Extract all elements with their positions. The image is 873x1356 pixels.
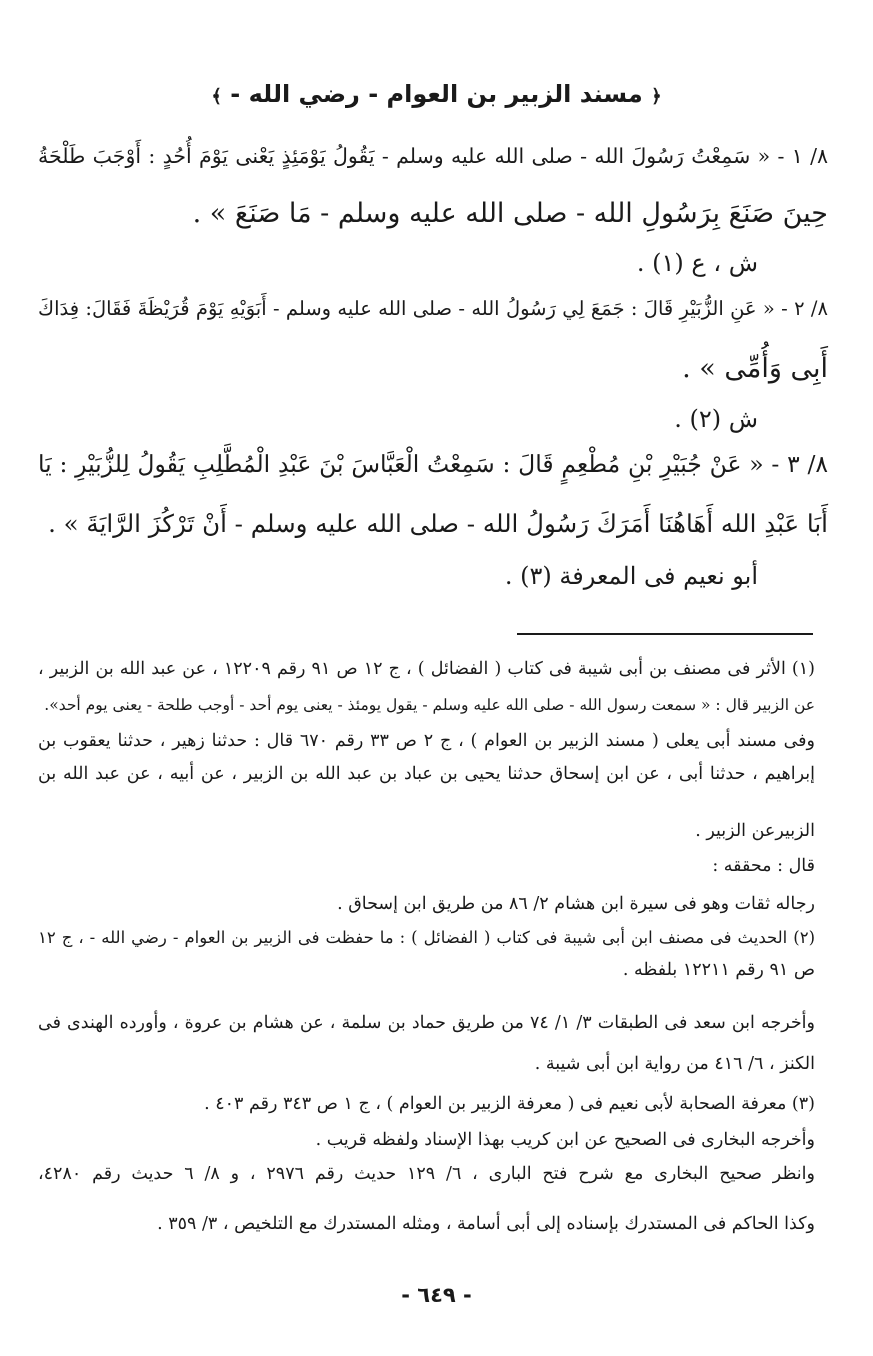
page-number: - ٦٤٩ -: [401, 1283, 472, 1307]
hadith-3-line-1: ٨/ ٣ - « عَنْ جُبَيْرِ بْنِ مُطْعِمٍ قَالَ : سَمِعْتُ الْعَبَّاسَ بْنَ عَبْدِ الْمُطَّلِبِ يَقُولُ لِلزُّبَيْرِ : يَا: [38, 450, 828, 478]
footnote-line: ص ٩١ رقم ١٢٢١١ بلفظه .: [622, 960, 815, 980]
ornament-right: ﴾: [211, 86, 222, 107]
footnote-line: الكنز ، ٦/ ٤١٦ من رواية ابن أبى شيبة .: [534, 1054, 815, 1074]
hadith-2-line-2: أَبِى وَأُمِّى » .: [682, 353, 828, 384]
footnote-line: (٢) الحديث فى مصنف ابن أبى شيبة فى كتاب ( الفضائل ) : ما حفظت فى الزبير بن العوام - رضي الله - ، ج ١٢: [38, 928, 815, 947]
footnote-line: (٣) معرفة الصحابة لأبى نعيم فى ( معرفة الزبير بن العوام ) ، ج ١ ص ٣٤٣ رقم ٤٠٣ .: [204, 1094, 815, 1114]
footnote-line: (١) الأثر فى مصنف بن أبى شيبة فى كتاب ( الفضائل ) ، ج ١٢ ص ٩١ رقم ١٢٢٠٩ ، عن عبد الله بن الزبير ،: [38, 659, 815, 679]
hadith-2-source: ش (٢) .: [674, 405, 758, 433]
footnote-line: رجاله ثقات وهو فى سيرة ابن هشام ٢/ ٨٦ من طريق ابن إسحاق .: [337, 894, 815, 914]
footnote-line: وانظر صحيح البخارى مع شرح فتح البارى ، ٦/ ١٢٩ حديث رقم ٢٩٧٦ ، و ٨/ ٦ حديث رقم ٤٢٨٠،: [38, 1164, 815, 1184]
ornament-left: ﴿: [651, 86, 662, 107]
footnote-line: وفى مسند أبى يعلى ( مسند الزبير بن العوام ) ، ج ٢ ص ٣٣ رقم ٦٧٠ قال : حدثنا زهير ، حدثنا يعقوب بن: [38, 731, 815, 751]
footnote-line: قال : محققه :: [712, 856, 815, 876]
hadith-1-line-2: حِينَ صَنَعَ بِرَسُولِ الله - صلى الله عليه وسلم - مَا صَنَعَ » .: [192, 198, 828, 229]
footnote-line: عن الزبير قال : « سمعت رسول الله - صلى الله عليه وسلم - يقول يومئذ - يعنى يوم أحد - أوجب طلحة - يعنى يوم أحد».: [44, 696, 815, 714]
footnote-line: وكذا الحاكم فى المستدرك بإسناده إلى أبى أسامة ، ومثله المستدرك مع التلخيص ، ٣/ ٣٥٩ .: [157, 1214, 815, 1234]
footnote-line: الزبيرعن الزبير .: [695, 821, 815, 841]
hadith-1-source: ش ، ع (١) .: [636, 249, 758, 277]
section-title-text: مسند الزبير بن العوام - رضي الله -: [230, 80, 643, 108]
footnote-line: وأخرجه ابن سعد فى الطبقات ٣/ ١/ ٧٤ من طريق حماد بن سلمة ، عن هشام بن عروة ، وأورده الهندى فى: [38, 1013, 815, 1033]
footnote-line: وأخرجه البخارى فى الصحيح عن ابن كريب بهذا الإسناد ولفظه قريب .: [315, 1130, 815, 1150]
footnote-separator: [517, 633, 813, 635]
footnote-line: إبراهيم ، حدثنا أبى ، عن ابن إسحاق حدثنا يحيى بن عباد بن عبد الله بن الزبير ، عن أبيه ، عن عبد الله بن: [38, 764, 815, 784]
section-title: [0, 76, 873, 115]
hadith-3-line-2: أَبَا عَبْدِ الله أَهَاهُنَا أَمَرَكَ رَسُولُ الله - صلى الله عليه وسلم - أَنْ تَرْكُزَ الرَّايَةَ » .: [48, 509, 828, 538]
hadith-3-source: أبو نعيم فى المعرفة (٣) .: [504, 562, 758, 590]
hadith-1-line-1: ٨/ ١ - « سَمِعْتُ رَسُولَ الله - صلى الله عليه وسلم - يَقُولُ يَوْمَئِذٍ يَعْنى يَوْمَ أُحُدٍ : أَوْجَبَ طَلْحَةُ: [38, 144, 828, 168]
hadith-2-line-1: ٨/ ٢ - « عَنِ الزُّبَيْرِ قَالَ : جَمَعَ لِي رَسُولُ الله - صلى الله عليه وسلم - أَبَوَيْهِ يَوْمَ قُرَيْظَةَ فَقَالَ: فِدَاكَ: [38, 297, 828, 320]
